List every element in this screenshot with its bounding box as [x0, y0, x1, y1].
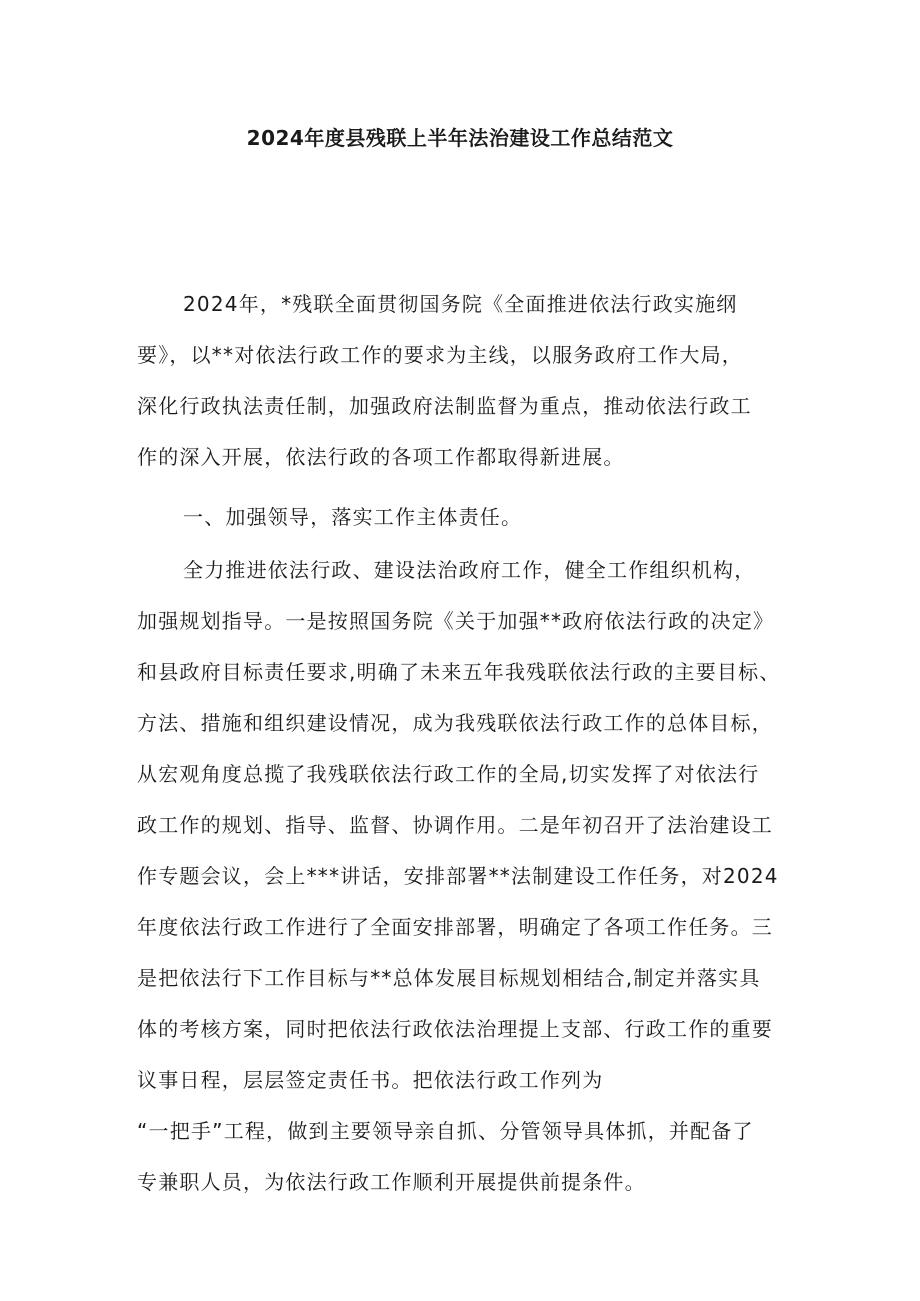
paragraph-line: 方法、措施和组织建设情况，成为我残联依法行政工作的总体目标， [137, 711, 773, 735]
paragraph-line: 体的考核方案，同时把依法行政依法治理提上支部、行政工作的重要 [137, 1017, 773, 1041]
paragraph-line: “一把手”工程，做到主要领导亲自抓、分管领导具体抓，并配备了 [137, 1119, 754, 1143]
paragraph-line: 从宏观角度总揽了我残联依法行政工作的全局,切实发挥了对依法行 [137, 762, 760, 786]
paragraph-line: 深化行政执法责任制，加强政府法制监督为重点，推动依法行政工 [137, 394, 752, 418]
paragraph-line: 是把依法行下工作目标与**总体发展目标规划相结合,制定并落实具 [137, 966, 761, 990]
paragraph-line: 和县政府目标责任要求,明确了未来五年我残联依法行政的主要目标、 [137, 660, 781, 684]
section-heading: 一、加强领导，落实工作主体责任。 [183, 505, 523, 529]
paragraph-line: 2024年，*残联全面贯彻国务院《全面推进依法行政实施纲 [183, 292, 738, 316]
paragraph-line: 作专题会议，会上***讲话，安排部署**法制建设工作任务，对2024 [137, 864, 779, 888]
paragraph-line: 专兼职人员，为依法行政工作顺利开展提供前提条件。 [137, 1170, 646, 1194]
paragraph-line: 作的深入开展，依法行政的各项工作都取得新进展。 [137, 445, 625, 469]
paragraph-line: 全力推进依法行政、建设法治政府工作，健全工作组织机构， [183, 558, 756, 582]
paragraph-line: 要》，以**对依法行政工作的要求为主线，以服务政府工作大局， [137, 343, 743, 367]
paragraph-line: 议事日程，层层签定责任书。把依法行政工作列为 [137, 1068, 604, 1092]
paragraph-line: 加强规划指导。一是按照国务院《关于加强**政府依法行政的决定》 [137, 609, 775, 633]
document-title: 2024年度县残联上半年法治建设工作总结范文 [246, 126, 674, 150]
paragraph-line: 政工作的规划、指导、监督、协调作用。二是年初召开了法治建设工 [137, 813, 773, 837]
paragraph-line: 年度依法行政工作进行了全面安排部署，明确定了各项工作任务。三 [137, 915, 773, 939]
